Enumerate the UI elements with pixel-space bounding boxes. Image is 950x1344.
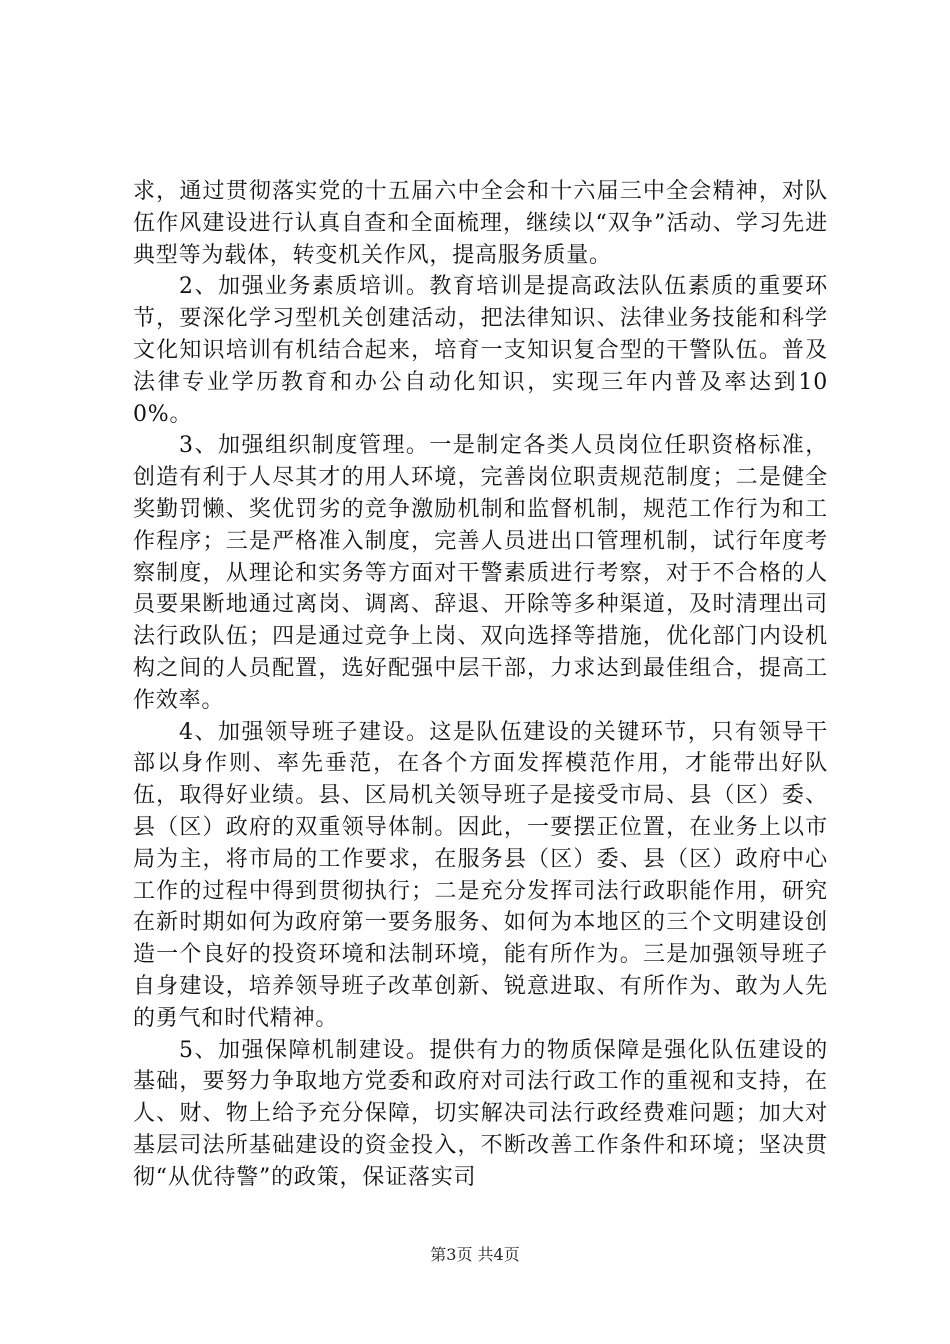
- paragraph-business-training: 2、加强业务素质培训。教育培训是提高政法队伍素质的重要环节，要深化学习型机关创建活动，把法律知识、法律业务技能和科学文化知识培训有机结合起来，培育一支知识复合型的干警队伍。普及法律专业学历教育和办公自动化知识，实现三年内普及率达到100%。: [133, 274, 828, 427]
- paragraph-support-mechanism: 5、加强保障机制建设。提供有力的物质保障是强化队伍建设的基础，要努力争取地方党委和政府对司法行政工作的重视和支持，在人、财、物上给予充分保障，切实解决司法行政经费难问题；加大对基层司法所基础建设的资金投入，不断改善工作条件和环境；坚决贯彻“从优待警”的政策，保证落实司: [133, 1037, 828, 1190]
- paragraph-continuation: 求，通过贯彻落实党的十五届六中全会和十六届三中全会精神，对队伍作风建设进行认真自查和全面梳理，继续以“双争”活动、学习先进典型等为载体，转变机关作风，提高服务质量。: [133, 179, 828, 268]
- paragraph-organization-management: 3、加强组织制度管理。一是制定各类人员岗位任职资格标准，创造有利于人尽其才的用人环境，完善岗位职责规范制度；二是健全奖勤罚懒、奖优罚劣的竞争激励机制和监督机制，规范工作行为和工作程序；三是严格准入制度，完善人员进出口管理机制，试行年度考察制度，从理论和实务等方面对干警素质进行考察，对于不合格的人员要果断地通过离岗、调离、辞退、开除等多种渠道，及时清理出司法行政队伍；四是通过竞争上岗、双向选择等措施，优化部门内设机构之间的人员配置，选好配强中层干部，力求达到最佳组合，提高工作效率。: [133, 433, 828, 713]
- page-number-footer: 第3页 共4页: [430, 1245, 520, 1264]
- paragraph-leadership-building: 4、加强领导班子建设。这是队伍建设的关键环节，只有领导干部以身作则、率先垂范，在各个方面发挥模范作用，才能带出好队伍，取得好业绩。县、区局机关领导班子是接受市局、县（区）委、县（区）政府的双重领导体制。因此，一要摆正位置，在业务上以市局为主，将市局的工作要求，在服务县（区）委、县（区）政府中心工作的过程中得到贯彻执行；二是充分发挥司法行政职能作用，研究在新时期如何为政府第一要务服务、如何为本地区的三个文明建设创造一个良好的投资环境和法制环境，能有所作为。三是加强领导班子自身建设，培养领导班子改革创新、锐意进取、有所作为、敢为人先的勇气和时代精神。: [133, 719, 828, 1031]
- document-body: [133, 176, 828, 1194]
